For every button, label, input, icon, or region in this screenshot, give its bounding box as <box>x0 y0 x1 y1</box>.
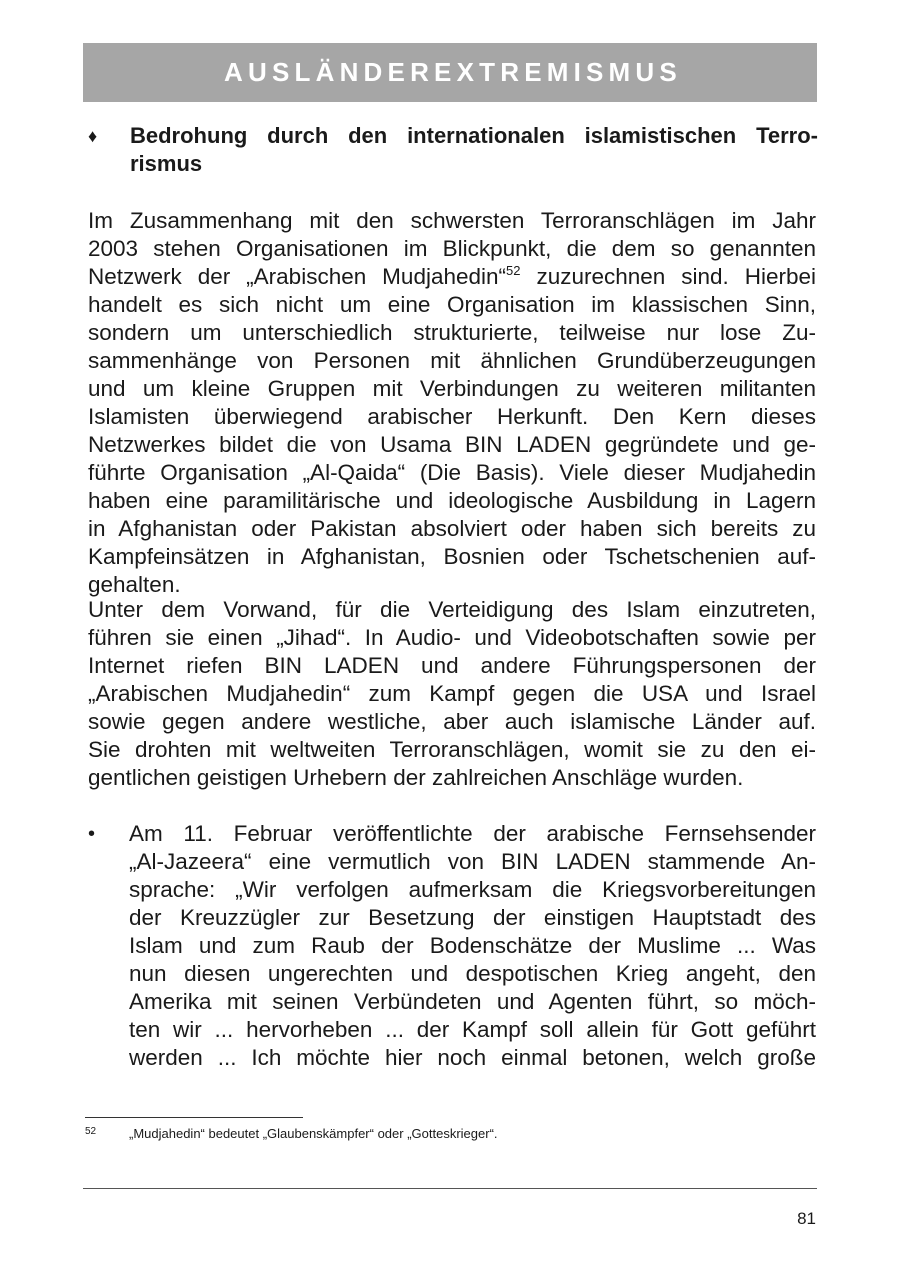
list-item-line: der Kreuzzügler zur Besetzung der einstigen Hauptstadt des <box>129 905 816 930</box>
list-item-line: nun diesen ungerechten und despotischen Krieg angeht, den <box>129 961 816 986</box>
footnote <box>85 1125 805 1143</box>
diamond-bullet-icon: ♦ <box>88 126 98 146</box>
paragraph-line: Islamisten überwiegend arabischer Herkunft. Den Kern dieses <box>88 404 816 429</box>
section-heading-line: rismus <box>130 151 203 176</box>
paragraph-1 <box>88 207 816 599</box>
paragraph-line: „Arabischen Mudjahedin“ zum Kampf gegen die USA und Israel <box>88 681 816 706</box>
list-item-line: werden ... Ich möchte hier noch einmal betonen, welch große <box>129 1045 816 1070</box>
section-heading <box>88 122 818 178</box>
paragraph-line: 2003 stehen Organisationen im Blickpunkt, die dem so genannten <box>88 236 816 261</box>
paragraph-2 <box>88 596 816 792</box>
list-item-line: ten wir ... hervorheben ... der Kampf soll allein für Gott geführt <box>129 1017 816 1042</box>
paragraph-line-part: Netzwerk der „Arabischen Mudjahedin“ <box>88 264 507 289</box>
footnote-separator <box>85 1117 303 1118</box>
footnote-number: 52 <box>85 1126 97 1137</box>
paragraph-line: gehalten. <box>88 572 181 597</box>
paragraph-line: gentlichen geistigen Urhebern der zahlreichen Anschläge wurden. <box>88 765 744 790</box>
paragraph-line: handelt es sich nicht um eine Organisation im klassischen Sinn, <box>88 292 816 317</box>
section-heading-line: Bedrohung durch den internationalen islamistischen Terro- <box>130 123 818 148</box>
list-item-line: Amerika mit seinen Verbündeten und Agenten führt, so möch- <box>129 989 816 1014</box>
paragraph-line: sondern um unterschiedlich strukturierte, teilweise nur lose Zu- <box>88 320 816 345</box>
round-bullet-icon: • <box>88 823 96 845</box>
chapter-title: AUSLÄNDEREXTREMISMUS <box>224 57 682 87</box>
paragraph-line: in Afghanistan oder Pakistan absolviert oder haben sich bereits zu <box>88 516 816 541</box>
paragraph-line-part: zuzurechnen sind. Hierbei <box>536 264 816 289</box>
list-item-line: „Al-Jazeera“ eine vermutlich von BIN LADEN stammende An- <box>129 849 816 874</box>
page-number: 81 <box>797 1209 816 1228</box>
paragraph-line: haben eine paramilitärische und ideologische Ausbildung in Lagern <box>88 488 816 513</box>
paragraph-line: Unter dem Vorwand, für die Verteidigung des Islam einzutreten, <box>88 597 816 622</box>
paragraph-line: Internet riefen BIN LADEN und andere Führungspersonen der <box>88 653 816 678</box>
chapter-header-band <box>83 43 817 102</box>
paragraph-line: sowie gegen andere westliche, aber auch islamische Länder auf. <box>88 709 816 734</box>
footnote-text: „Mudjahedin“ bedeutet „Glaubenskämpfer“ oder „Gotteskrieger“. <box>129 1126 498 1141</box>
paragraph-line: führen sie einen „Jihad“. In Audio- und Videobotschaften sowie per <box>88 625 816 650</box>
paragraph-line: führte Organisation „Al-Qaida“ (Die Basis). Viele dieser Mudjahedin <box>88 460 816 485</box>
paragraph-line-with-footnote <box>88 263 816 291</box>
paragraph-line: sammenhänge von Personen mit ähnlichen Grundüberzeugungen <box>88 348 816 373</box>
paragraph-line: Im Zusammenhang mit den schwersten Terroranschlägen im Jahr <box>88 208 816 233</box>
paragraph-line: und um kleine Gruppen mit Verbindungen zu weiteren militanten <box>88 376 816 401</box>
list-item-line: Islam und zum Raub der Bodenschätze der Muslime ... Was <box>129 933 816 958</box>
footer-rule <box>83 1188 817 1189</box>
paragraph-line: Netzwerkes bildet die von Usama BIN LADEN gegründete und ge- <box>88 432 816 457</box>
list-item-line: Am 11. Februar veröffentlichte der arabische Fernsehsender <box>129 821 816 846</box>
paragraph-line: Sie drohten mit weltweiten Terroranschlägen, womit sie zu den ei- <box>88 737 816 762</box>
bullet-list-item <box>88 820 816 1072</box>
list-item-line: sprache: „Wir verfolgen aufmerksam die Kriegsvorbereitungen <box>129 877 816 902</box>
footnote-reference[interactable]: 52 <box>506 263 521 278</box>
paragraph-line: Kampfeinsätzen in Afghanistan, Bosnien oder Tschetschenien auf- <box>88 544 816 569</box>
